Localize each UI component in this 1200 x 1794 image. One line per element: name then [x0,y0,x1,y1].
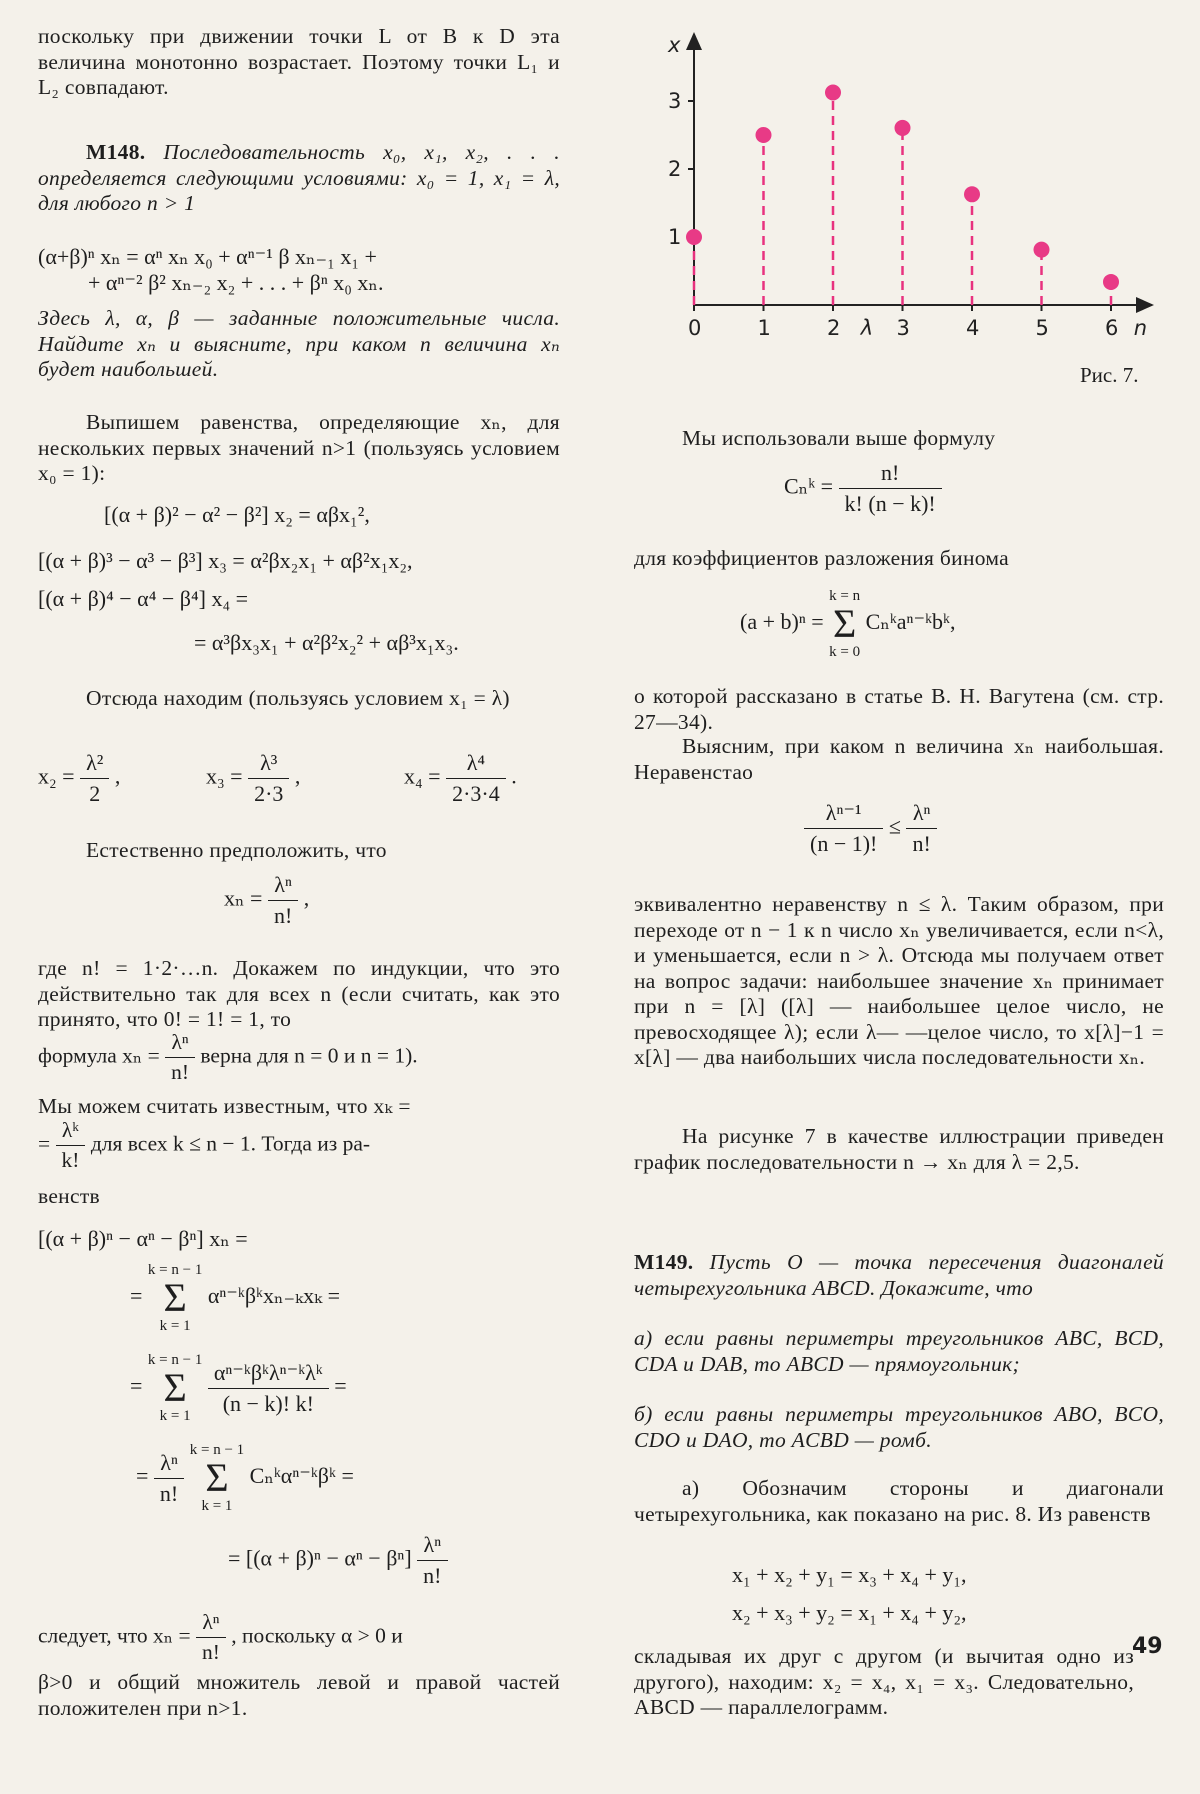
inequality: $\frac{\text{λⁿ⁻¹}}{(n - 1)!}$ ≤ $\frac{\text{λⁿ}}{n!}$ [804,800,937,857]
induction-line5: = [(α + β)ⁿ − αⁿ − βⁿ] $\frac{\text{λⁿ}}{n!}$ [228,1532,448,1589]
induction-line1: [(α + β)ⁿ − αⁿ − βⁿ] xₙ = [38,1226,248,1251]
m148-equation-line2: + αⁿ⁻² β² xₙ₋₂ x₂ + . . . + βⁿ x₀ xₙ. [88,270,384,295]
lambda-annotation: λ [860,316,874,340]
x-tick-label: 6 [1105,316,1119,340]
paragraph-article: о которой рассказано в статье В. Н. Вагутена (см. стр. 27—34). [634,684,1164,734]
paragraph-coefficients: для коэффициентов разложения бинома [634,546,1010,570]
data-point [895,120,911,136]
x-tick-label: 3 [896,316,910,340]
induction-line3: = k = n − 1 Σ k = 1 $\frac{\text{αⁿ⁻ᵏβᵏλⁿ⁻ᵏλᵏ}}{(n - k)! k!}$ = [130,1352,347,1424]
y-tick-label: 3 [668,89,682,113]
figure-7-stem-chart [650,20,1160,350]
intro-paragraph: поскольку при движении точки L от B к D эта величина монотонно возрастает. Поэтому точки L₁ и L₂ совпадают. [38,24,560,99]
data-point [964,186,980,202]
x3-formula: x₃ = $\frac{\text{λ³}}{2\cdot 3}$ , [206,750,301,806]
xn-hypothesis: xₙ = $\frac{\text{λⁿ}}{n!}$ , [224,872,310,928]
equation-a: [(α + β)² − α² − β²] x₂ = αβx₁², [104,502,370,527]
data-point [756,127,772,143]
data-point [825,85,841,101]
paragraph-equivalent: эквивалентно неравенству n ≤ λ. Таким образом, при переходе от n − 1 к n число xₙ увеличивается, если n<λ, и уменьшается, если n > λ. Отсюда мы получаем ответ на вопрос задачи: наибольшее значение xₙ принимает при n = [λ] ([λ] — наибольшее целое число, не превосходящее λ); если λ— —целое число, то x[λ]−1 = x[λ] — два наибольших числа последовательности xₙ. [634,892,1164,1069]
problem-m148-label: М148. [86,140,146,164]
paragraph-used: Мы использовали выше формулу [682,426,996,450]
paragraph-natural: Естественно предположить, что [86,838,387,862]
paragraph-final: β>0 и общий множитель левой и правой частей положителен при n>1. [38,1670,560,1720]
data-point [1103,274,1119,290]
x-tick-label: 4 [966,316,980,340]
x-axis-label: n [1133,316,1148,340]
paragraph-find-max: Выясним, при каком n величина xₙ наибольшая. Неравенстао [634,734,1164,784]
system-equation-1: x₁ + x₂ + y₁ = x₃ + x₄ + y₁, [732,1562,967,1587]
system-equation-2: x₂ + x₃ + y₂ = x₁ + x₄ + y₂, [732,1600,967,1625]
x2-formula: x₂ = $\frac{\text{λ²}}{2}$ , [38,750,121,806]
formula-valid-line: формула xₙ = $\frac{\text{λⁿ}}{n!}$ верна для n = 0 и n = 1). [38,1030,418,1084]
m148-equation-line1: (α+β)ⁿ xₙ = αⁿ xₙ x₀ + αⁿ⁻¹ β xₙ₋₁ x₁ + [38,244,377,269]
equation-d: = α³βx₃x₁ + α²β²x₂² + αβ³x₁x₃. [194,630,459,655]
problem-m149-label: М149. [634,1250,694,1274]
problem-m148-statement: М148. Последовательность x₀, x₁, x₂, . . . определяется следующими условиями: x₀ = 1, x₁ = λ, для любого n > 1 [38,140,560,215]
paragraph-induction: где n! = 1·2·…n. Докажем по индукции, что это действительно так для всех n (если считать, как это принято, что 0! = 1! = 1, то [38,956,560,1031]
y-axis-label: x [668,33,681,57]
equation-c: [(α + β)⁴ − α⁴ − β⁴] x₄ = [38,586,249,611]
paragraph-write-out: Выпишем равенства, определяющие xₙ, для нескольких первых значений n>1 (пользуясь условием x₀ = 1): [38,410,560,485]
induction-line2: = k = n − 1 Σ k = 1 αⁿ⁻ᵏβᵏxₙ₋ₖxₖ = [130,1262,341,1334]
data-point [686,229,702,245]
binomial-expansion: (a + b)ⁿ = k = n Σ k = 0 Cₙᵏaⁿ⁻ᵏbᵏ, [740,588,956,660]
equation-b: [(α + β)³ − α³ − β³] x₃ = α²βx₂x₁ + αβ²x₁x₂, [38,548,413,573]
m149-part-b: б) если равны периметры треугольников ABO, BCO, CDO и DAO, то ACBD — ромб. [634,1402,1164,1452]
paragraph-adding: складывая их друг с другом (и вычитая одно из другого), находим: x₂ = x₄, x₁ = x₃. Следовательно, ABCD — параллелограмм. [634,1644,1134,1719]
paragraph-hence: Отсюда находим (пользуясь условием x₁ = λ) [86,686,510,710]
known-end: венств [38,1184,100,1208]
x-tick-label: 2 [827,316,841,340]
paragraph-known: Мы можем считать известным, что xₖ = [38,1094,411,1118]
page-number: 49 [1132,1634,1163,1659]
x-tick-label: 1 [757,316,771,340]
paragraph-denote: а) Обозначим стороны и диагонали четырехугольника, как показано на рис. 8. Из равенств [634,1476,1164,1526]
induction-line4: = $\frac{\text{λⁿ}}{n!}$ k = n − 1 Σ k = 1 Cₙᵏαⁿ⁻ᵏβᵏ = [136,1442,354,1514]
problem-m149-statement: М149. Пусть O — точка пересечения диагоналей четырехугольника ABCD. Докажите, что [634,1250,1164,1300]
paragraph-figure-reference: На рисунке 7 в качестве иллюстрации приведен график последовательности n → xₙ для λ = 2,5. [634,1124,1164,1174]
known-line: = $\frac{\text{λᵏ}}{k!}$ для всех k ≤ n − 1. Тогда из ра- [38,1118,371,1172]
data-point [1034,242,1050,258]
x4-formula: x₄ = $\frac{\text{λ⁴}}{2\cdot 3\cdot 4}$ . [404,750,517,806]
x-tick-label: 0 [688,316,702,340]
m149-part-a: а) если равны периметры треугольников ABC, BCD, CDA и DAB, то ABCD — прямоугольник; [634,1326,1164,1376]
y-tick-label: 1 [668,225,682,249]
follows-line: следует, что xₙ = $\frac{\text{λⁿ}}{n!}$ , поскольку α > 0 и [38,1610,403,1664]
binomial-coefficient-formula: Cₙᵏ = $\frac{n!}{k! (n - k)!}$ [784,460,942,517]
figure-caption: Рис. 7. [1080,363,1139,387]
y-tick-label: 2 [668,157,682,181]
x-tick-label: 5 [1035,316,1049,340]
m148-tail: Здесь λ, α, β — заданные положительные числа. Найдите xₙ и выясните, при каком n величина xₙ будет наибольшей. [38,306,560,381]
